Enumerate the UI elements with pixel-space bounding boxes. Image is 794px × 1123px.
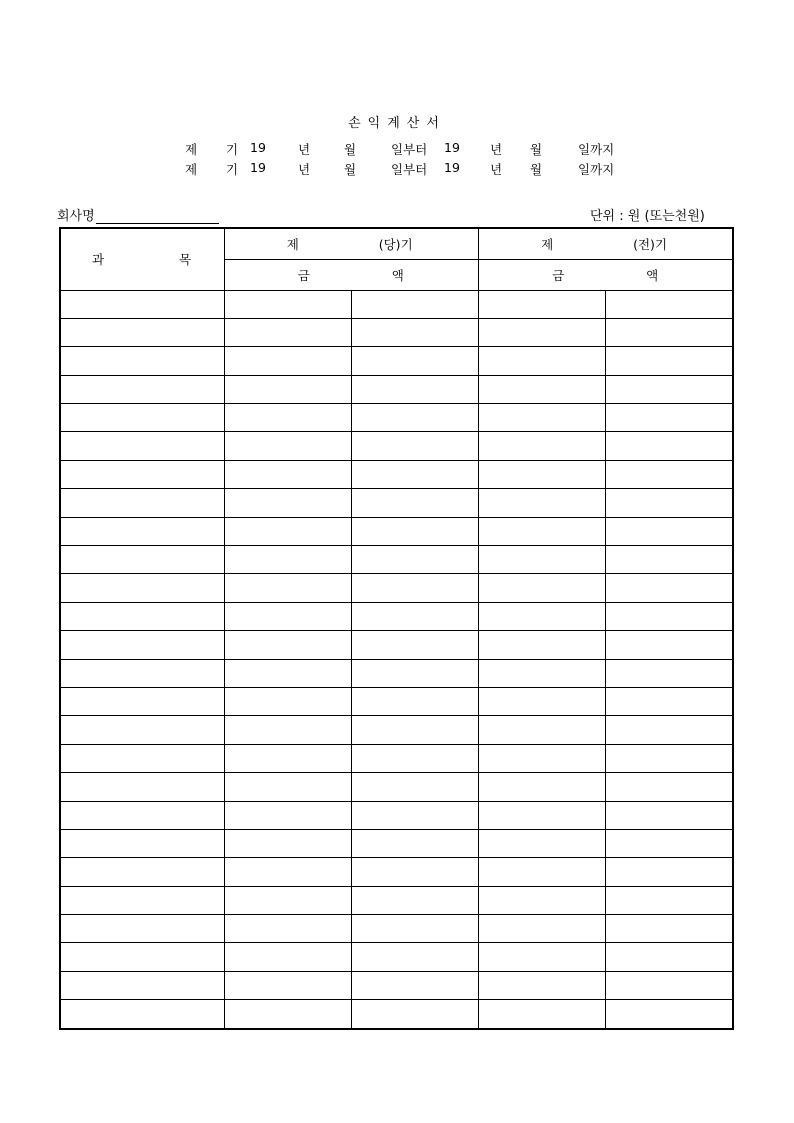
table-row xyxy=(60,915,733,943)
previous-amount-cell-1[interactable] xyxy=(479,687,606,715)
table-row xyxy=(60,687,733,715)
previous-amount-cell-2[interactable] xyxy=(606,489,733,517)
current-amount-cell-1[interactable] xyxy=(224,687,351,715)
current-amount-cell-2[interactable] xyxy=(351,290,478,318)
period-wol-to: 월 xyxy=(530,142,543,157)
current-amount-cell-2[interactable] xyxy=(351,318,478,346)
previous-amount-cell-2[interactable] xyxy=(606,829,733,857)
current-amount-cell-2[interactable] xyxy=(351,659,478,687)
subject-cell[interactable] xyxy=(60,517,224,545)
subject-cell[interactable] xyxy=(60,659,224,687)
period-wol-to: 월 xyxy=(530,162,543,177)
current-amount-cell-2[interactable] xyxy=(351,347,478,375)
table-row xyxy=(60,1000,733,1029)
current-amount-cell-2[interactable] xyxy=(351,574,478,602)
subject-cell[interactable] xyxy=(60,943,224,971)
current-amount-cell-1[interactable] xyxy=(224,1000,351,1029)
previous-amount-cell-2[interactable] xyxy=(606,631,733,659)
previous-amount-cell-2[interactable] xyxy=(606,971,733,999)
period-year-to: 19 xyxy=(444,160,460,175)
current-amount-cell-2[interactable] xyxy=(351,886,478,914)
previous-amount-cell-2[interactable] xyxy=(606,546,733,574)
previous-amount-cell-1[interactable] xyxy=(479,347,606,375)
table-row xyxy=(60,347,733,375)
subject-cell[interactable] xyxy=(60,347,224,375)
current-period-je: 제 xyxy=(286,236,299,252)
previous-amount-cell-2[interactable] xyxy=(606,773,733,801)
period-je: 제 xyxy=(185,142,198,157)
previous-period-label: (전)기 xyxy=(633,236,668,252)
current-amount-cell-2[interactable] xyxy=(351,375,478,403)
previous-amount-cell-2[interactable] xyxy=(606,858,733,886)
current-amount-cell-2[interactable] xyxy=(351,858,478,886)
company-name-blank[interactable] xyxy=(96,209,219,224)
previous-amount-cell-1[interactable] xyxy=(479,659,606,687)
current-amount-cell-2[interactable] xyxy=(351,602,478,630)
current-amount-cell-2[interactable] xyxy=(351,546,478,574)
previous-amount-right: 액 xyxy=(646,267,659,283)
previous-amount-cell-1[interactable] xyxy=(479,1000,606,1029)
previous-amount-cell-1[interactable] xyxy=(479,716,606,744)
current-amount-cell-1[interactable] xyxy=(224,971,351,999)
current-amount-cell-1[interactable] xyxy=(224,318,351,346)
current-amount-cell-2[interactable] xyxy=(351,915,478,943)
subject-header-left: 과 xyxy=(92,252,105,268)
table-row xyxy=(60,943,733,971)
previous-amount-cell-2[interactable] xyxy=(606,744,733,772)
subject-cell[interactable] xyxy=(60,886,224,914)
current-amount-cell-1[interactable] xyxy=(224,404,351,432)
subject-cell[interactable] xyxy=(60,858,224,886)
current-amount-cell-1[interactable] xyxy=(224,716,351,744)
current-amount-cell-1[interactable] xyxy=(224,574,351,602)
current-period-header xyxy=(224,228,478,259)
subject-cell[interactable] xyxy=(60,716,224,744)
current-amount-cell-1[interactable] xyxy=(224,943,351,971)
previous-amount-cell-1[interactable] xyxy=(479,489,606,517)
previous-amount-cell-1[interactable] xyxy=(479,801,606,829)
previous-amount-cell-1[interactable] xyxy=(479,432,606,460)
subject-cell[interactable] xyxy=(60,375,224,403)
page-title: 손익계산서 xyxy=(348,116,446,131)
unit-label: 단위 : 원 (또는천원) xyxy=(590,209,705,224)
previous-amount-cell-1[interactable] xyxy=(479,829,606,857)
subject-cell[interactable] xyxy=(60,546,224,574)
period-nyeon-to: 년 xyxy=(490,142,503,157)
current-amount-cell-1[interactable] xyxy=(224,546,351,574)
subject-cell[interactable] xyxy=(60,489,224,517)
period-nyeon-from: 년 xyxy=(298,162,311,177)
table-row xyxy=(60,460,733,488)
previous-amount-cell-1[interactable] xyxy=(479,631,606,659)
company-name-field[interactable] xyxy=(57,205,219,224)
table-row xyxy=(60,886,733,914)
current-amount-cell-1[interactable] xyxy=(224,915,351,943)
current-amount-cell-1[interactable] xyxy=(224,631,351,659)
subject-cell[interactable] xyxy=(60,404,224,432)
previous-amount-cell-2[interactable] xyxy=(606,432,733,460)
subject-cell[interactable] xyxy=(60,687,224,715)
previous-amount-cell-2[interactable] xyxy=(606,290,733,318)
previous-amount-cell-1[interactable] xyxy=(479,318,606,346)
period-year-from: 19 xyxy=(250,140,266,155)
previous-amount-cell-1[interactable] xyxy=(479,886,606,914)
previous-amount-cell-2[interactable] xyxy=(606,347,733,375)
previous-amount-cell-2[interactable] xyxy=(606,915,733,943)
current-amount-cell-1[interactable] xyxy=(224,347,351,375)
period-year-from: 19 xyxy=(250,160,266,175)
table-row xyxy=(60,801,733,829)
previous-amount-cell-1[interactable] xyxy=(479,858,606,886)
previous-amount-cell-1[interactable] xyxy=(479,773,606,801)
subject-cell[interactable] xyxy=(60,773,224,801)
current-amount-cell-2[interactable] xyxy=(351,971,478,999)
current-amount-cell-1[interactable] xyxy=(224,801,351,829)
current-amount-cell-1[interactable] xyxy=(224,489,351,517)
previous-amount-cell-2[interactable] xyxy=(606,687,733,715)
period-il-to: 일까지 xyxy=(578,162,615,177)
previous-amount-cell-1[interactable] xyxy=(479,574,606,602)
current-amount-cell-2[interactable] xyxy=(351,716,478,744)
subject-cell[interactable] xyxy=(60,460,224,488)
subject-cell[interactable] xyxy=(60,290,224,318)
table-row xyxy=(60,716,733,744)
period-nyeon-from: 년 xyxy=(298,142,311,157)
current-amount-cell-1[interactable] xyxy=(224,773,351,801)
previous-amount-cell-2[interactable] xyxy=(606,1000,733,1029)
previous-amount-cell-1[interactable] xyxy=(479,602,606,630)
previous-period-je: 제 xyxy=(541,236,554,252)
company-name-label: 회사명 xyxy=(57,209,95,224)
income-statement-table xyxy=(59,227,734,1030)
previous-amount-cell-1[interactable] xyxy=(479,290,606,318)
current-amount-cell-2[interactable] xyxy=(351,432,478,460)
previous-amount-cell-2[interactable] xyxy=(606,574,733,602)
period-gi: 기 xyxy=(226,162,239,177)
period-il-from: 일부터 xyxy=(391,142,428,157)
current-amount-cell-2[interactable] xyxy=(351,801,478,829)
subject-cell[interactable] xyxy=(60,829,224,857)
previous-amount-left: 금 xyxy=(552,267,565,283)
table-row xyxy=(60,375,733,403)
previous-period-header xyxy=(479,228,733,259)
current-amount-cell-1[interactable] xyxy=(224,602,351,630)
table-row xyxy=(60,858,733,886)
current-amount-cell-2[interactable] xyxy=(351,773,478,801)
previous-amount-cell-2[interactable] xyxy=(606,318,733,346)
previous-amount-cell-1[interactable] xyxy=(479,971,606,999)
table-row xyxy=(60,404,733,432)
current-amount-cell-2[interactable] xyxy=(351,943,478,971)
table-row xyxy=(60,574,733,602)
current-amount-cell-1[interactable] xyxy=(224,460,351,488)
previous-amount-cell-1[interactable] xyxy=(479,517,606,545)
table-row xyxy=(60,744,733,772)
period-wol-from: 월 xyxy=(344,142,357,157)
previous-amount-cell-2[interactable] xyxy=(606,801,733,829)
current-amount-cell-1[interactable] xyxy=(224,829,351,857)
period-gi: 기 xyxy=(226,142,239,157)
previous-amount-cell-1[interactable] xyxy=(479,943,606,971)
table-row xyxy=(60,290,733,318)
current-amount-cell-1[interactable] xyxy=(224,517,351,545)
current-amount-cell-2[interactable] xyxy=(351,460,478,488)
subject-header-right: 목 xyxy=(179,252,192,268)
subject-cell[interactable] xyxy=(60,971,224,999)
current-amount-cell-1[interactable] xyxy=(224,886,351,914)
table-row xyxy=(60,546,733,574)
previous-amount-cell-2[interactable] xyxy=(606,375,733,403)
table-row xyxy=(60,773,733,801)
current-amount-cell-2[interactable] xyxy=(351,744,478,772)
current-amount-cell-1[interactable] xyxy=(224,659,351,687)
table-row xyxy=(60,631,733,659)
current-amount-cell-2[interactable] xyxy=(351,687,478,715)
current-amount-right: 액 xyxy=(391,267,404,283)
current-amount-cell-1[interactable] xyxy=(224,744,351,772)
subject-cell[interactable] xyxy=(60,318,224,346)
previous-amount-cell-1[interactable] xyxy=(479,915,606,943)
previous-amount-cell-2[interactable] xyxy=(606,943,733,971)
previous-amount-header xyxy=(479,259,733,290)
previous-amount-cell-2[interactable] xyxy=(606,716,733,744)
current-amount-cell-2[interactable] xyxy=(351,631,478,659)
table-row xyxy=(60,489,733,517)
period-il-from: 일부터 xyxy=(391,162,428,177)
subject-cell[interactable] xyxy=(60,574,224,602)
period-nyeon-to: 년 xyxy=(490,162,503,177)
current-amount-cell-2[interactable] xyxy=(351,1000,478,1029)
previous-amount-cell-1[interactable] xyxy=(479,460,606,488)
previous-amount-cell-1[interactable] xyxy=(479,375,606,403)
current-amount-header xyxy=(224,259,478,290)
previous-amount-cell-2[interactable] xyxy=(606,517,733,545)
table-row xyxy=(60,318,733,346)
period-row-1 xyxy=(0,140,794,156)
current-period-label: (당)기 xyxy=(378,236,413,252)
subject-cell[interactable] xyxy=(60,602,224,630)
current-amount-cell-1[interactable] xyxy=(224,290,351,318)
period-wol-from: 월 xyxy=(344,162,357,177)
table-row xyxy=(60,602,733,630)
subject-cell[interactable] xyxy=(60,915,224,943)
current-amount-cell-1[interactable] xyxy=(224,375,351,403)
subject-cell[interactable] xyxy=(60,801,224,829)
previous-amount-cell-1[interactable] xyxy=(479,744,606,772)
subject-cell[interactable] xyxy=(60,432,224,460)
subject-cell[interactable] xyxy=(60,1000,224,1029)
period-je: 제 xyxy=(185,162,198,177)
current-amount-cell-1[interactable] xyxy=(224,858,351,886)
table-row xyxy=(60,829,733,857)
current-amount-cell-2[interactable] xyxy=(351,489,478,517)
table-row xyxy=(60,971,733,999)
table-row xyxy=(60,659,733,687)
table-row xyxy=(60,517,733,545)
period-il-to: 일까지 xyxy=(578,142,615,157)
previous-amount-cell-2[interactable] xyxy=(606,602,733,630)
table-row xyxy=(60,432,733,460)
current-amount-cell-1[interactable] xyxy=(224,432,351,460)
previous-amount-cell-2[interactable] xyxy=(606,404,733,432)
period-row-2 xyxy=(0,160,794,176)
previous-amount-cell-1[interactable] xyxy=(479,404,606,432)
previous-amount-cell-1[interactable] xyxy=(479,546,606,574)
previous-amount-cell-2[interactable] xyxy=(606,659,733,687)
subject-header xyxy=(60,228,224,290)
current-amount-cell-2[interactable] xyxy=(351,517,478,545)
current-amount-left: 금 xyxy=(297,267,310,283)
current-amount-cell-2[interactable] xyxy=(351,404,478,432)
previous-amount-cell-2[interactable] xyxy=(606,460,733,488)
previous-amount-cell-2[interactable] xyxy=(606,886,733,914)
subject-cell[interactable] xyxy=(60,744,224,772)
subject-cell[interactable] xyxy=(60,631,224,659)
current-amount-cell-2[interactable] xyxy=(351,829,478,857)
period-year-to: 19 xyxy=(444,140,460,155)
